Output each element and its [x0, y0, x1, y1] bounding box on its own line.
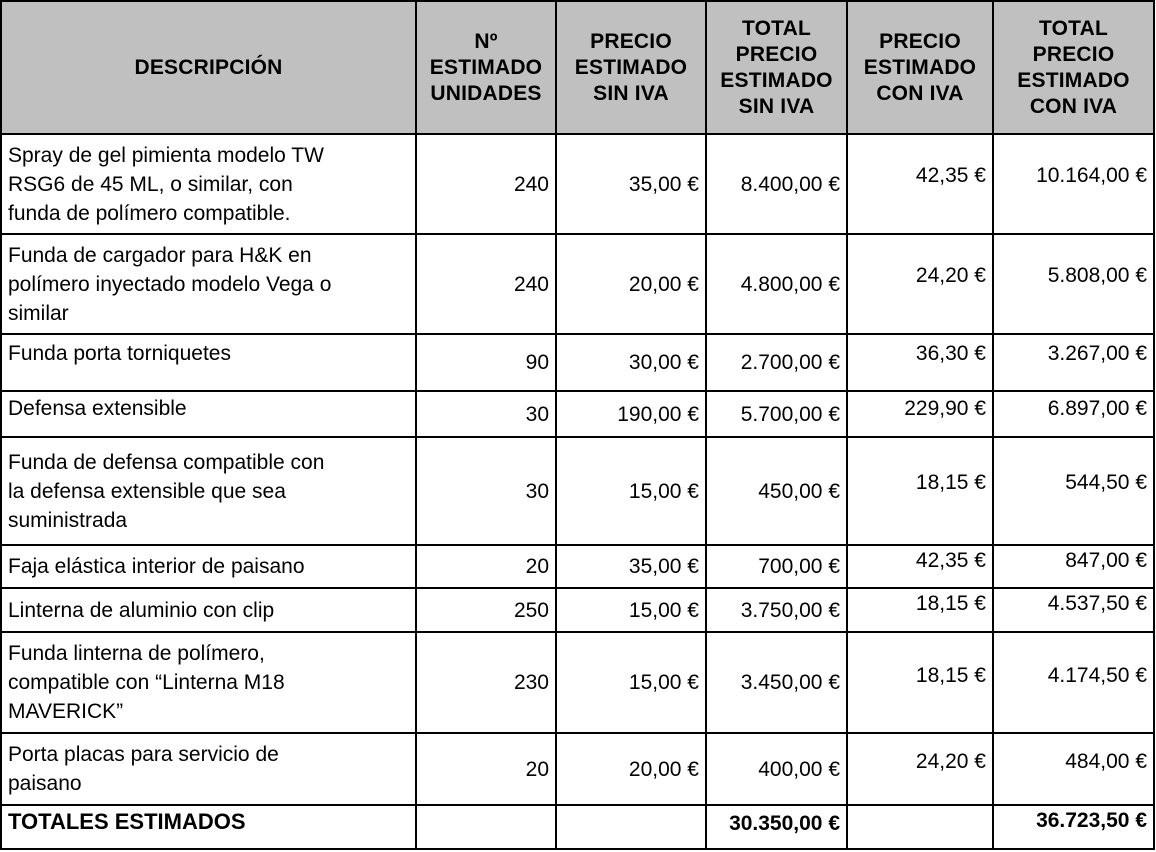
price-vat-cell: 24,20 € [847, 234, 993, 334]
unit-price-cell: 15,00 € [556, 437, 706, 545]
table-row [1, 134, 1154, 234]
total-vat-cell: 484,00 € [993, 733, 1154, 805]
table-row [1, 437, 1154, 545]
units-cell: 20 [416, 545, 556, 588]
units-cell: 20 [416, 733, 556, 805]
description-line: suministrada [8, 508, 128, 532]
description-cell: Faja elástica interior de paisano [1, 545, 416, 588]
unit-price-cell: 190,00 € [556, 391, 706, 437]
table-row [1, 588, 1154, 632]
description-line: la defensa extensible que sea [8, 479, 286, 503]
description-cell: Linterna de aluminio con clip [1, 588, 416, 632]
description-cell [1, 134, 416, 234]
description-line: Funda de cargador para H&K en [8, 243, 312, 267]
unit-price-cell: 20,00 € [556, 234, 706, 334]
table-row [1, 334, 1154, 391]
header-line: TOTAL [1038, 16, 1109, 40]
price-vat-cell: 24,20 € [847, 733, 993, 805]
header-line: ESTIMADO [863, 55, 977, 79]
units-cell: 230 [416, 632, 556, 733]
total-vat-cell: 4.174,50 € [993, 632, 1154, 733]
header-line: CON IVA [1029, 94, 1118, 118]
header-line: Nº [474, 29, 498, 53]
header-unit-price-vat [847, 1, 993, 134]
units-cell: 30 [416, 391, 556, 437]
totals-row [1, 805, 1154, 849]
unit-price-cell: 15,00 € [556, 588, 706, 632]
price-vat-cell: 42,35 € [847, 134, 993, 234]
header-total-no-vat [706, 1, 847, 134]
header-line: ESTIMADO [574, 55, 688, 79]
total-no-vat-cell: 5.700,00 € [706, 391, 847, 437]
total-vat-cell: 847,00 € [993, 545, 1154, 588]
unit-price-cell: 35,00 € [556, 134, 706, 234]
total-vat-cell: 4.537,50 € [993, 588, 1154, 632]
total-no-vat-cell: 4.800,00 € [706, 234, 847, 334]
total-no-vat-cell: 700,00 € [706, 545, 847, 588]
units-cell: 240 [416, 134, 556, 234]
description-line: Porta placas para servicio de [8, 743, 279, 766]
table-row [1, 545, 1154, 588]
table-row [1, 733, 1154, 805]
price-vat-cell: 18,15 € [847, 632, 993, 733]
description-line: similar [8, 301, 69, 325]
unit-price-cell: 20,00 € [556, 733, 706, 805]
total-vat-cell: 10.164,00 € [993, 134, 1154, 234]
description-line: Spray de gel pimienta modelo TW [8, 143, 324, 167]
total-vat-cell: 6.897,00 € [993, 391, 1154, 437]
description-cell [1, 437, 416, 545]
header-line: ESTIMADO [1017, 68, 1130, 92]
description-line: Funda de defensa compatible con [8, 450, 325, 474]
header-units [416, 1, 556, 134]
header-line: TOTAL [741, 16, 812, 40]
header-line: PRECIO [590, 29, 672, 53]
units-cell: 250 [416, 588, 556, 632]
description-line: MAVERICK” [8, 700, 124, 723]
description-line: polímero inyectado modelo Vega o [8, 272, 332, 296]
header-total-vat [993, 1, 1154, 134]
header-line: PRECIO [879, 29, 961, 53]
units-cell: 30 [416, 437, 556, 545]
header-line: CON IVA [876, 81, 964, 105]
total-vat-cell: 3.267,00 € [993, 334, 1154, 391]
description-line: paisano [8, 772, 82, 795]
header-line: SIN IVA [738, 94, 815, 118]
totals-empty-cell [847, 805, 993, 849]
total-no-vat-cell: 400,00 € [706, 733, 847, 805]
description-cell [1, 234, 416, 334]
header-row [1, 1, 1154, 134]
total-no-vat-cell: 450,00 € [706, 437, 847, 545]
unit-price-cell: 15,00 € [556, 632, 706, 733]
totals-empty-cell [556, 805, 706, 849]
header-unit-price-no-vat [556, 1, 706, 134]
table-row [1, 391, 1154, 437]
total-no-vat-cell: 2.700,00 € [706, 334, 847, 391]
unit-price-cell: 30,00 € [556, 334, 706, 391]
totals-no-vat-cell: 30.350,00 € [706, 805, 847, 849]
totals-vat-cell: 36.723,50 € [993, 805, 1154, 849]
description-cell: Funda porta torniquetes [1, 334, 416, 391]
total-no-vat-cell: 3.750,00 € [706, 588, 847, 632]
header-line: ESTIMADO [429, 55, 543, 79]
unit-price-cell: 35,00 € [556, 545, 706, 588]
totals-empty-cell [416, 805, 556, 849]
price-vat-cell: 36,30 € [847, 334, 993, 391]
table-row [1, 632, 1154, 733]
header-line: SIN IVA [593, 81, 669, 105]
description-cell [1, 632, 416, 733]
total-vat-cell: 5.808,00 € [993, 234, 1154, 334]
units-cell: 240 [416, 234, 556, 334]
header-line: UNIDADES [430, 81, 542, 105]
description-line: funda de polímero compatible. [8, 201, 291, 225]
total-no-vat-cell: 8.400,00 € [706, 134, 847, 234]
units-cell: 90 [416, 334, 556, 391]
description-cell [1, 733, 416, 805]
total-vat-cell: 544,50 € [993, 437, 1154, 545]
description-line: RSG6 de 45 ML, o similar, con [8, 172, 293, 196]
price-vat-cell: 18,15 € [847, 588, 993, 632]
header-line: PRECIO [735, 42, 818, 66]
header-line: PRECIO [1032, 42, 1115, 66]
price-vat-cell: 18,15 € [847, 437, 993, 545]
header-line: ESTIMADO [720, 68, 833, 92]
description-line: Funda linterna de polímero, [8, 642, 265, 665]
price-vat-cell: 42,35 € [847, 545, 993, 588]
description-line: compatible con “Linterna M18 [8, 671, 285, 694]
price-vat-cell: 229,90 € [847, 391, 993, 437]
header-description [1, 1, 416, 134]
description-cell: Defensa extensible [1, 391, 416, 437]
table-row [1, 234, 1154, 334]
header-line: DESCRIPCIÓN [134, 55, 283, 79]
totals-label: TOTALES ESTIMADOS [1, 805, 416, 849]
total-no-vat-cell: 3.450,00 € [706, 632, 847, 733]
